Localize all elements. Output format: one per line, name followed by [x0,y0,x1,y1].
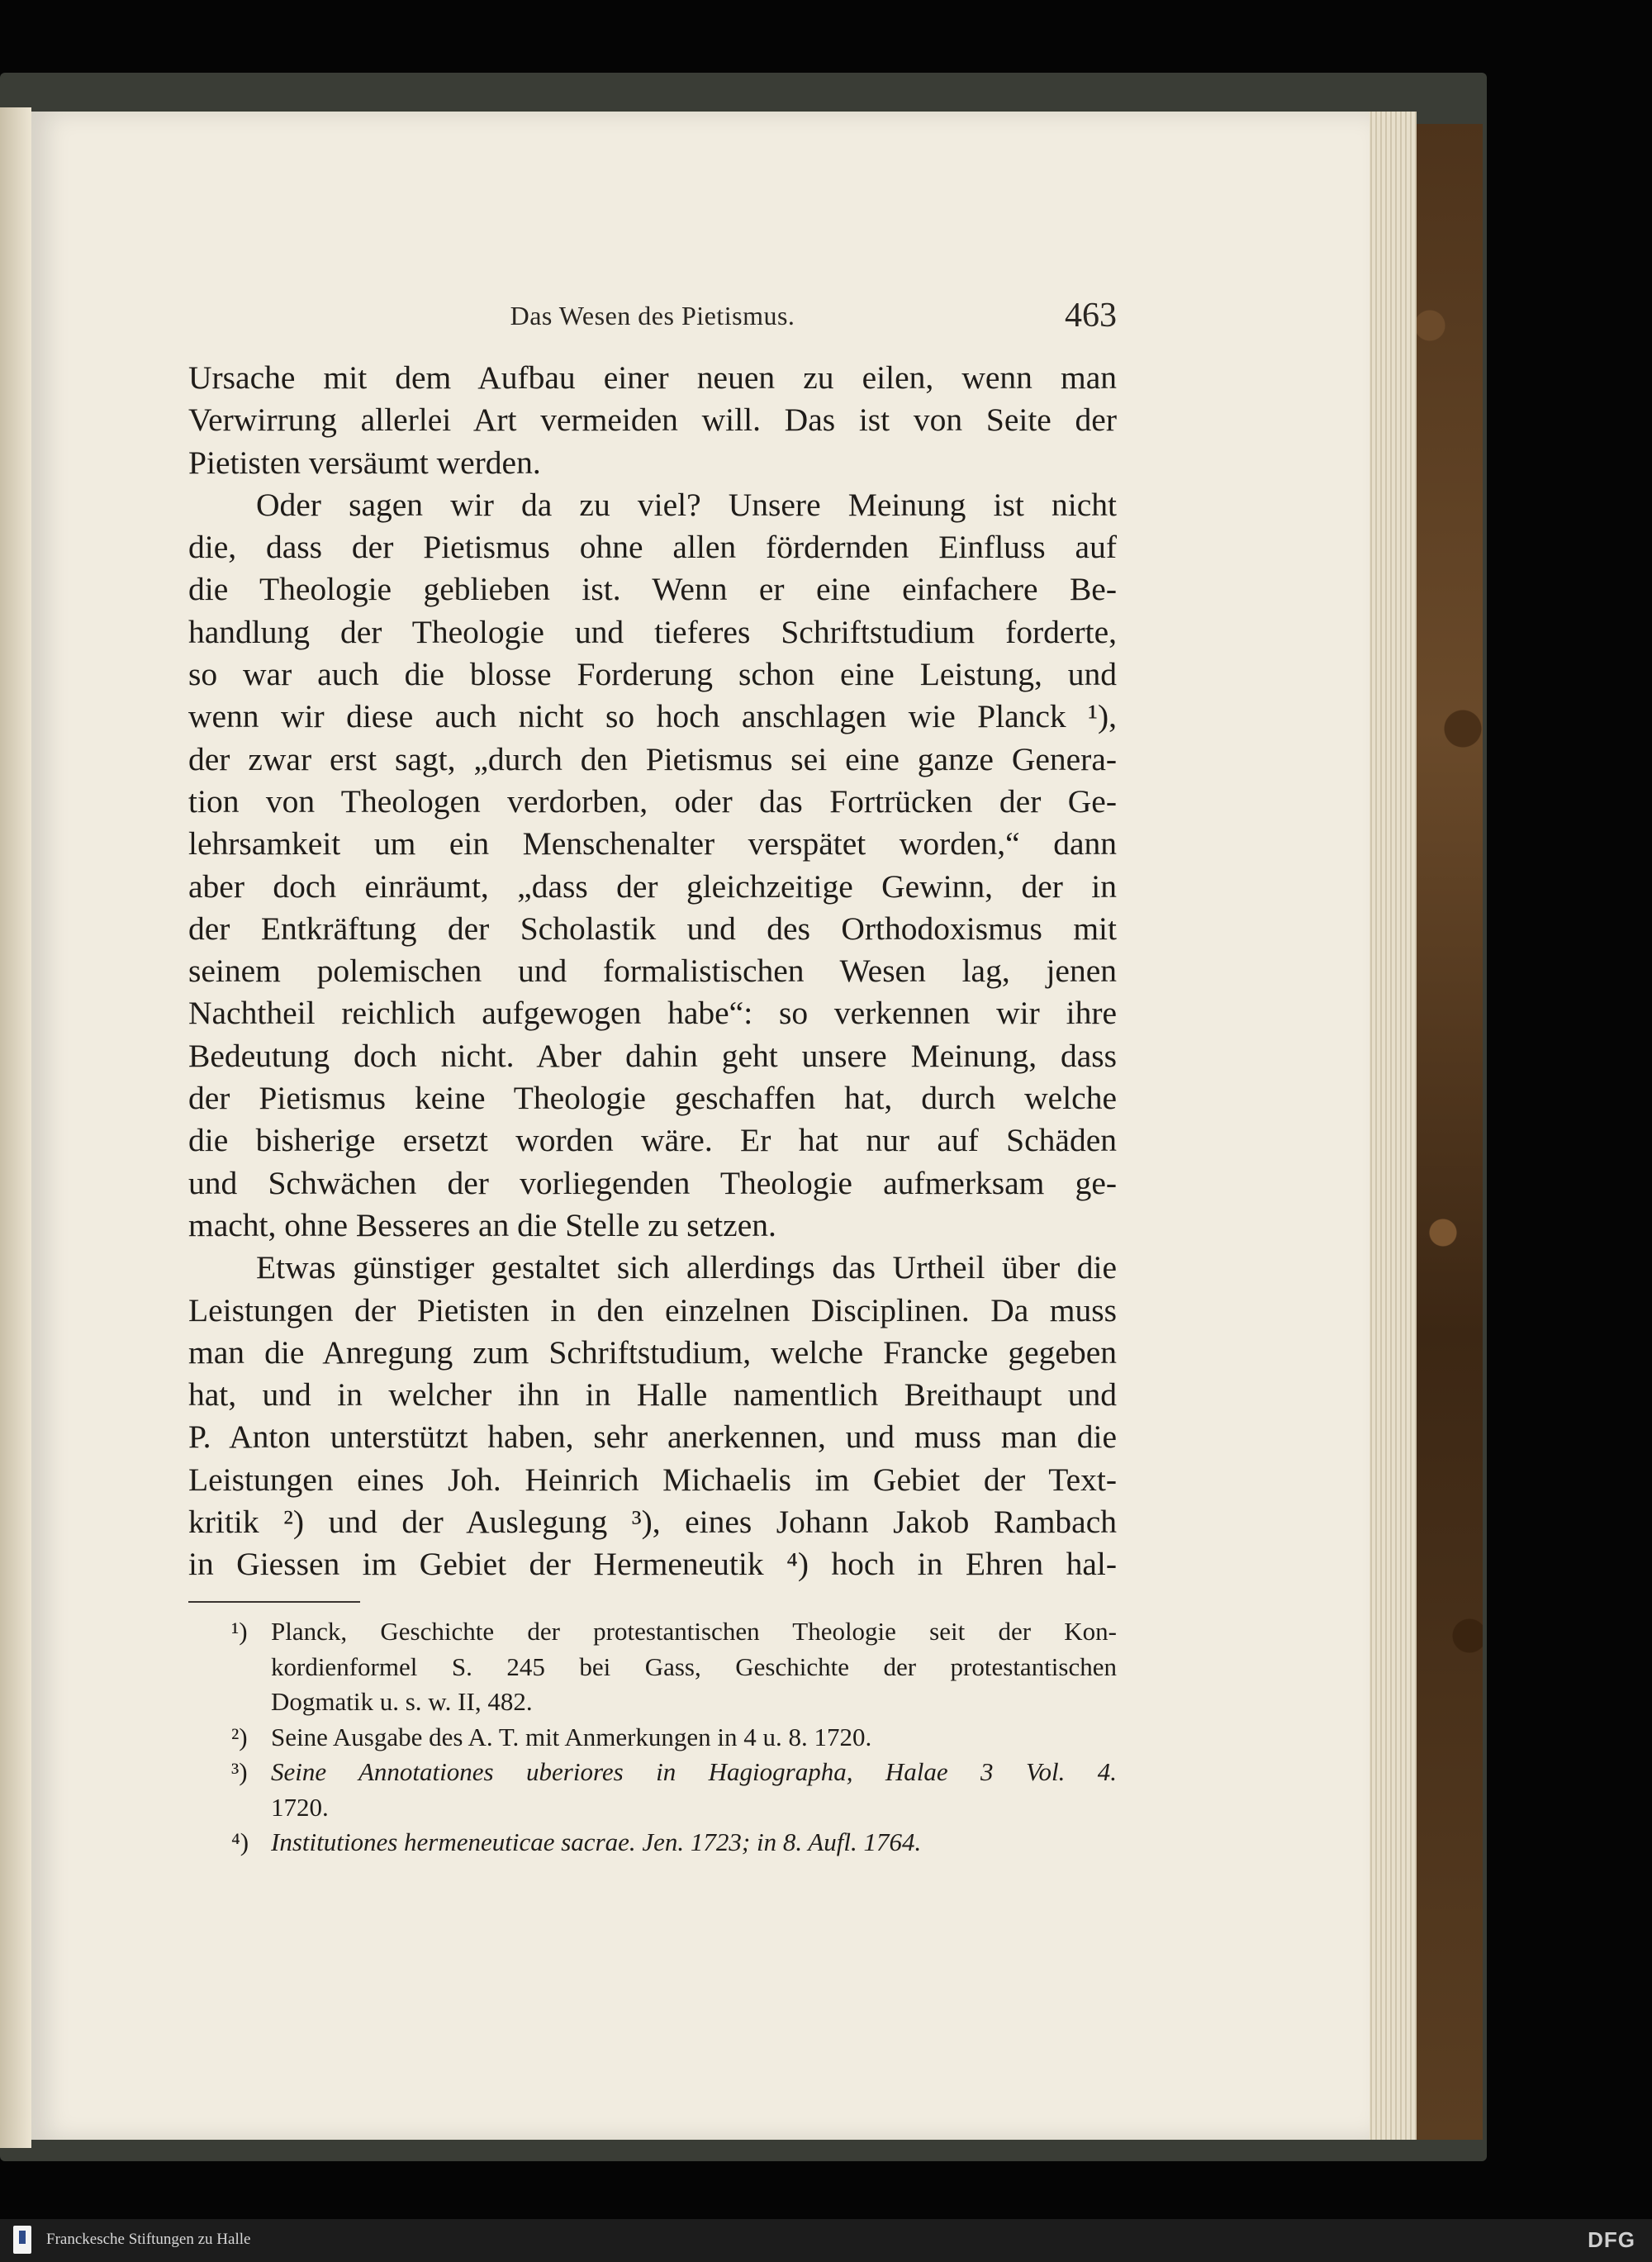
footnote-mark: ¹) [231,1617,248,1646]
previous-page-edge [0,107,31,2148]
text-line: wenn wir diese auch nicht so hoch anschlagen wie Planck ¹), [188,698,1117,735]
footnote [188,1720,1117,1756]
footnote [188,1755,1117,1825]
text-line: in Giessen im Gebiet der Hermeneutik ⁴) hoch in Ehren hal- [188,1546,1117,1583]
text-line: man die Anregung zum Schriftstudium, welche Francke gegeben [188,1333,1117,1371]
footnote-line: Planck, Geschichte der protestantischen Theologie seit der Kon- [271,1617,1117,1646]
footer-institution[interactable]: Franckesche Stiftungen zu Halle [46,2231,251,2248]
text-line: aber doch einräumt, „dass der gleichzeitige Gewinn, der in [188,867,1117,905]
text-line: kritik ²) und der Auslegung ³), eines Johann Jakob Rambach [188,1504,1117,1541]
footnote-line: Seine Ausgabe des A. T. mit Anmerkungen in 4 u. 8. 1720. [271,1722,872,1751]
text-line: und Schwächen der vorliegenden Theologie aufmerksam ge- [188,1164,1117,1201]
footnote [188,1825,1117,1860]
footnote-line: Dogmatik u. s. w. II, 482. [271,1687,533,1716]
text-line: Bedeutung doch nicht. Aber dahin geht unsere Meinung, dass [188,1037,1117,1074]
text-line: Pietisten versäumt werden. [188,444,541,481]
text-line: hat, und in welcher ihn in Halle namentlich Breithaupt und [188,1376,1117,1414]
footnote-mark: ⁴) [231,1827,249,1856]
text-line: die, dass der Pietismus ohne allen fördernden Einfluss auf [188,529,1117,566]
body-text [188,357,1117,1586]
footnote-rule [188,1601,360,1603]
text-line: seinem polemischen und formalistischen Wesen lag, jenen [188,953,1117,990]
footer-bar [0,2219,1652,2262]
text-line: Oder sagen wir da zu viel? Unsere Meinung ist nicht [256,486,1117,523]
text-line: macht, ohne Besseres an die Stelle zu setzen. [188,1206,776,1243]
text-line: die bisherige ersetzt worden wäre. Er hat nur auf Schäden [188,1122,1117,1159]
text-line: P. Anton unterstützt haben, sehr anerkennen, und muss man die [188,1419,1117,1456]
text-line: handlung der Theologie und tieferes Schriftstudium forderte, [188,613,1117,650]
footnote-mark: ³) [231,1757,248,1786]
text-line: die Theologie geblieben ist. Wenn er eine einfachere Be- [188,571,1117,608]
text-line: Leistungen eines Joh. Heinrich Michaelis im Gebiet der Text- [188,1461,1117,1498]
text-line: Verwirrung allerlei Art vermeiden will. Das ist von Seite der [188,402,1117,439]
footnote-line: Institutiones hermeneuticae sacrae. Jen. 1723; in 8. Aufl. 1764. [271,1827,922,1856]
text-line: Nachtheil reichlich aufgewogen habe“: so verkennen wir ihre [188,995,1117,1032]
footnote-line: 1720. [271,1792,329,1822]
text-line: der Pietismus keine Theologie geschaffen hat, durch welche [188,1080,1117,1117]
page-header [188,296,1117,337]
text-line: Etwas günstiger gestaltet sich allerdings das Urtheil über die [256,1249,1117,1286]
footer-dfg-logo[interactable]: DFG [1588,2227,1635,2252]
footnote-line: kordienformel S. 245 bei Gass, Geschichte der protestantischen [271,1651,1117,1681]
footnote-line: Seine Annotationes uberiores in Hagiographa, Halae 3 Vol. 4. [271,1757,1117,1786]
text-line: lehrsamkeit um ein Menschenalter verspätet worden,“ dann [188,825,1117,863]
page-number: 463 [1065,297,1117,335]
footnote [188,1614,1117,1720]
text-line: tion von Theologen verdorben, oder das Fortrücken der Ge- [188,782,1117,820]
footnotes [188,1614,1117,1860]
text-line: Ursache mit dem Aufbau einer neuen zu eilen, wenn man [188,359,1117,396]
text-line: der Entkräftung der Scholastik und des Orthodoxismus mit [188,910,1117,947]
text-line: so war auch die blosse Forderung schon eine Leistung, und [188,656,1117,693]
footnote-mark: ²) [231,1722,248,1751]
running-title: Das Wesen des Pietismus. [510,301,795,330]
text-line: der zwar erst sagt, „durch den Pietismus sei eine ganze Genera- [188,740,1117,777]
marbled-edge [1417,124,1483,2140]
institution-logo-icon [13,2226,31,2254]
page-stack-edges [1367,112,1417,2140]
text-line: Leistungen der Pietisten in den einzelnen Disciplinen. Da muss [188,1291,1117,1328]
